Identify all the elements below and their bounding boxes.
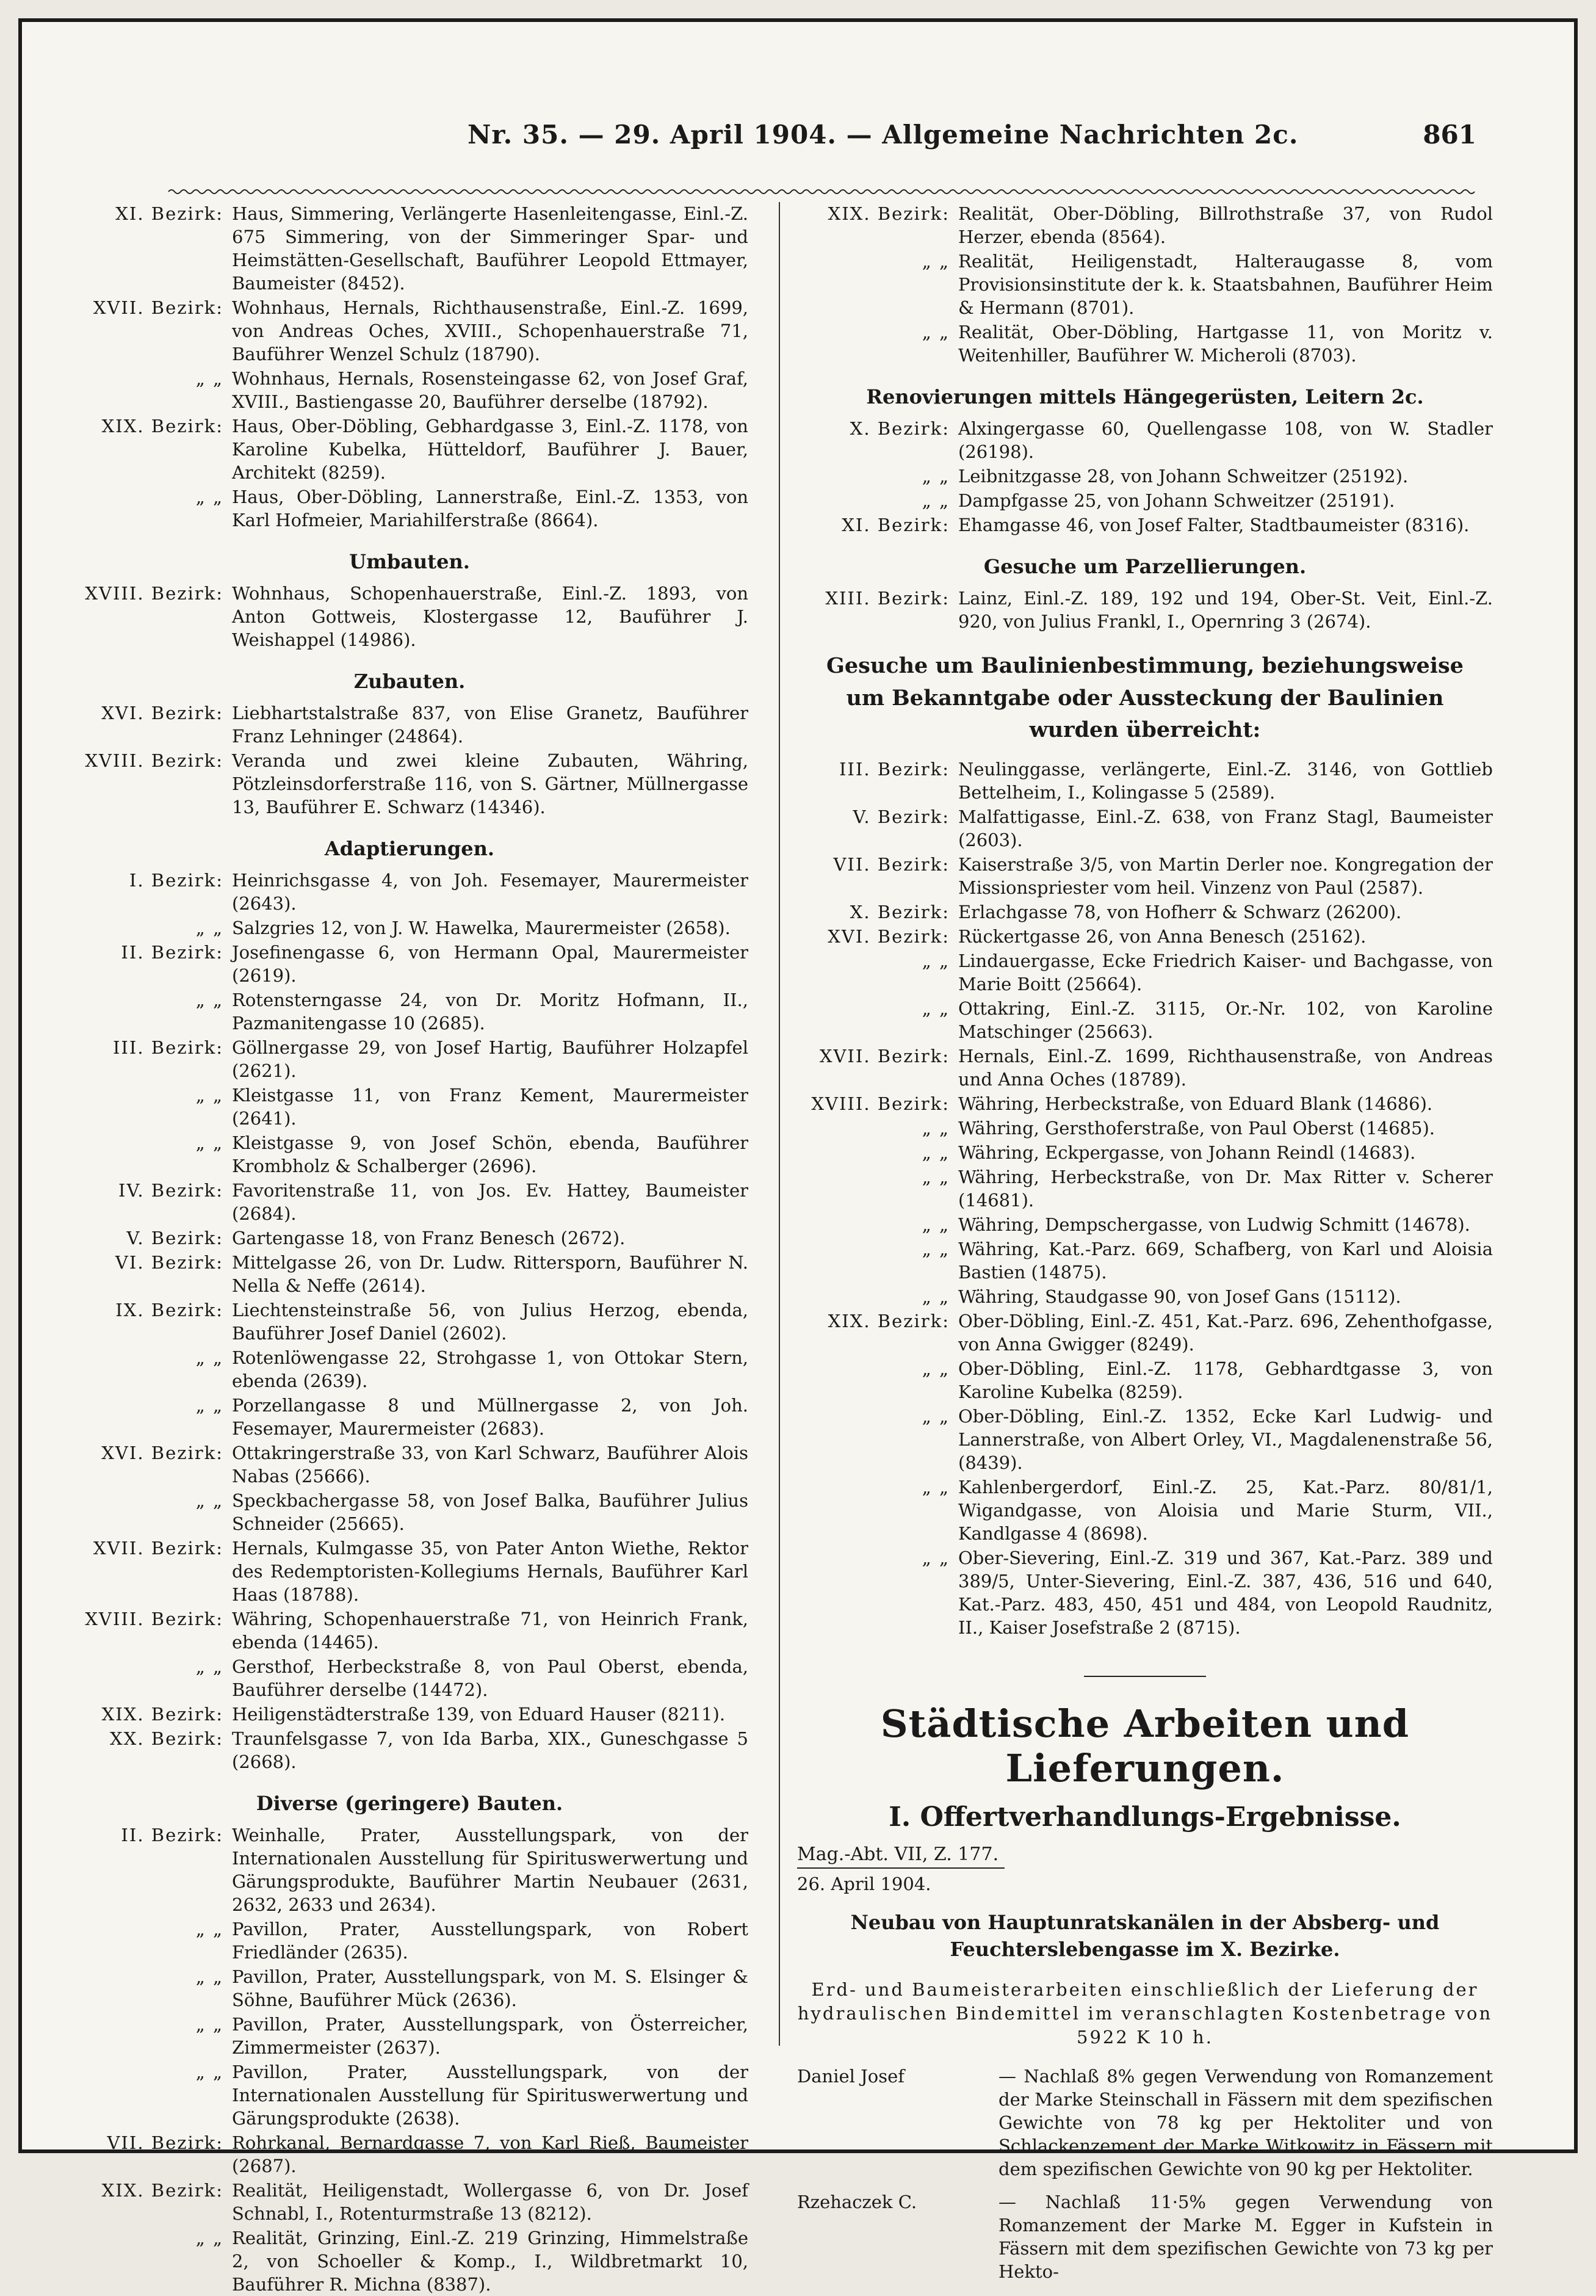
list-item — [797, 465, 1493, 488]
reference-line — [797, 1844, 1493, 1869]
list-item — [71, 1251, 748, 1297]
list-item — [797, 250, 1493, 319]
section-heading-renovierungen: Renovierungen mittels Hängegerüsten, Leitern 2c. — [866, 385, 1424, 408]
entry-text: Malfattigasse, Einl.-Z. 638, von Franz Stagl, Baumeister (2603). — [958, 806, 1493, 850]
district-label: XVIII. Bezirk: — [85, 583, 223, 604]
district-label: „ „ — [922, 490, 950, 511]
entry-text: Lindauergasse, Ecke Friedrich Kaiser- und Bachgasse, von Marie Boitt (25664). — [958, 950, 1493, 994]
entry-text: Rückertgasse 26, von Anna Benesch (25162). — [958, 925, 1367, 947]
district-label: „ „ — [195, 1085, 223, 1106]
list-item — [71, 1298, 748, 1345]
list-item — [71, 2060, 748, 2130]
header-title: Nr. 35. — 29. April 1904. — Allgemeine Nachrichten 2c. — [468, 120, 1299, 150]
parzellierungen-list — [797, 587, 1493, 633]
list-item — [797, 1309, 1493, 1356]
district-label: XIX. Bezirk: — [101, 2180, 223, 2201]
district-label: „ „ — [922, 1166, 950, 1187]
entry-text: Gersthof, Herbeckstraße 8, von Paul Oberst, ebenda, Bauführer derselbe (14472). — [232, 1656, 748, 1700]
entry-text: Haus, Simmering, Verlängerte Hasenleitengasse, Einl.-Z. 675 Simmering, von der Simmeringer Spar- und Heimstätten-Gesellschaft, Bauführer Leopold Ettmayer, Baumeister (8452). — [232, 203, 748, 294]
entry-text: Wohnhaus, Hernals, Richthausenstraße, Einl.-Z. 1699, von Andreas Oches, XVIII., Schopenhauerstraße 71, Bauführer Wenzel Schulz (18790). — [232, 297, 748, 364]
list-item — [71, 916, 748, 940]
list-item — [797, 1546, 1493, 1639]
entry-text: Pavillon, Prater, Ausstellungspark, von Robert Friedländer (2635). — [232, 1919, 748, 1963]
entry-text: Salzgries 12, von J. W. Hawelka, Maurermeister (2658). — [232, 918, 731, 938]
entry-text: Realität, Heiligenstadt, Wollergasse 6, von Dr. Josef Schnabl, I., Rotenturmstraße 13 (8212). — [232, 2180, 748, 2224]
entry-text: Ottakringerstraße 33, von Karl Schwarz, Bauführer Alois Nabas (25666). — [232, 1443, 748, 1487]
district-label: „ „ — [922, 1476, 950, 1497]
district-label: „ „ — [922, 1286, 950, 1307]
list-item — [71, 1703, 748, 1726]
district-label: „ „ — [922, 1238, 950, 1259]
entry-text: Mittelgasse 26, von Dr. Ludw. Ritterspo​rn, Bauführer N. Nella & Neffe (2614). — [232, 1252, 748, 1296]
list-item — [71, 988, 748, 1035]
district-label: XIX. Bezirk: — [101, 1704, 223, 1725]
entry-text: Favoritenstraße 11, von Jos. Ev. Hattey, Baumeister (2684). — [232, 1180, 748, 1224]
list-item — [71, 1489, 748, 1535]
section-title-staedtische-arbeiten: Städtische Arbeiten und Lieferungen. — [880, 1701, 1410, 1791]
entry-text: Traunfelsgasse 7, von Ida Barba, XIX., Guneschgasse 5 (2668). — [232, 1728, 748, 1772]
entry-text: Ober-Döbling, Einl.-Z. 1178, Gebhardtgasse 3, von Karoline Kubelka (8259). — [958, 1358, 1493, 1402]
page — [18, 18, 1578, 2295]
entry-text: Göllnergasse 29, von Josef Hartig, Bauführer Holzapfel (2621). — [232, 1037, 748, 1081]
entry-text: Gartengasse 18, von Franz Benesch (2672). — [232, 1228, 626, 1248]
entry-text: Währing, Dempschergasse, von Ludwig Schmitt (14678). — [958, 1214, 1470, 1235]
offer-item — [797, 2065, 1493, 2181]
entry-text: Pavillon, Prater, Ausstellungspark, von M. S. Elsinger & Söhne, Bauführer Mück (2636). — [232, 1966, 748, 2010]
subject-heading: Neubau von Hauptunratskanälen in der Absberg- und Feuchterslebengasse im X. Bezirke. — [850, 1910, 1440, 1961]
list-item — [71, 1179, 748, 1225]
district-label: XVIII. Bezirk: — [811, 1093, 950, 1114]
district-label: „ „ — [195, 1656, 223, 1677]
entry-text: Heiligenstädterstraße 139, von Eduard Hauser (8211). — [232, 1704, 726, 1725]
district-label: XVI. Bezirk: — [101, 1443, 223, 1463]
entry-text: Währing, Eckpergasse, von Johann Reindl (14683). — [958, 1142, 1416, 1163]
district-label: I. Bezirk: — [129, 870, 223, 891]
entry-text: Lainz, Einl.-Z. 189, 192 und 194, Ober-St. Veit, Einl.-Z. 920, von Julius Frankl, I., Opernring 3 (2674). — [958, 588, 1493, 632]
wavy-rule — [168, 187, 1475, 197]
entry-text: Währing, Staudgasse 90, von Josef Gans (15112). — [958, 1286, 1401, 1307]
entry-text: Wohnhaus, Hernals, Rosensteingasse 62, von Josef Graf, XVIII., Bastiengasse 20, Bauführer derselbe (18792). — [232, 368, 748, 412]
list-item — [71, 749, 748, 819]
district-label: III. Bezirk: — [839, 758, 950, 780]
district-label: XIX. Bezirk: — [828, 203, 950, 224]
list-item — [797, 513, 1493, 537]
list-item — [71, 1131, 748, 1178]
list-item — [71, 296, 748, 366]
district-label: „ „ — [195, 1966, 223, 1987]
list-item — [797, 1357, 1493, 1403]
list-item — [71, 2226, 748, 2296]
district-label: „ „ — [922, 322, 950, 342]
offer-text: — Nachlaß 8% gegen Verwendung von Romanzement der Marke Steinschall in Fässern mit dem spezifischen Gewichte von 78 kg per Hektoliter und von Schlackenzement der Marke Witkowitz in Fässern mit dem spezifischen Gewichte von 90 kg per Hektoliter. — [998, 2065, 1493, 2179]
district-label: XIX. Bezirk: — [101, 416, 223, 436]
list-item — [797, 489, 1493, 512]
district-label: XI. Bezirk: — [115, 203, 223, 224]
left-top-entries — [71, 202, 748, 532]
district-label: „ „ — [195, 918, 223, 938]
list-item — [71, 202, 748, 295]
section-heading-diverse: Diverse (geringere) Bauten. — [256, 1792, 563, 1815]
separator-rule — [1084, 1676, 1206, 1677]
list-item — [71, 869, 748, 915]
list-item — [797, 1285, 1493, 1308]
district-label: V. Bezirk: — [853, 806, 950, 827]
umbauten-list — [71, 582, 748, 651]
list-item — [797, 1141, 1493, 1164]
offers-list — [797, 2065, 1493, 2283]
district-label: VII. Bezirk: — [833, 853, 950, 875]
list-item — [71, 582, 748, 651]
district-label: III. Bezirk: — [112, 1037, 223, 1058]
entry-text: Ober-Döbling, Einl.-Z. 451, Kat.-Parz. 696, Zehenthofgasse, von Anna Gwigger (8249). — [958, 1310, 1493, 1355]
list-item — [797, 1092, 1493, 1115]
diverse-list — [71, 1823, 748, 2296]
list-item — [797, 900, 1493, 924]
entry-text: Veranda und zwei kleine Zubauten, Währing, Pötzleinsdorferstraße 116, von S. Gärtner, Müllnergasse 13, Bauführer E. Schwarz (14346). — [232, 750, 748, 817]
bidder-name: Rzehaczek C. — [797, 2191, 917, 2212]
entry-text: Heinrichsgasse 4, von Joh. Fesemayer, Maurermeister (2643). — [232, 870, 748, 914]
district-label: „ „ — [922, 466, 950, 487]
entry-text: Ober-Sievering, Einl.-Z. 319 und 367, Kat.-Parz. 389 und 389/5, Unter-Sievering, Einl.-Z. 387, 436, 516 und 640, Kat.-Parz. 483, 450, 451 und 484, von Leopold Raudnitz, II., Kaiser Josefstraße 2 (8715). — [958, 1547, 1493, 1638]
district-label: V. Bezirk: — [126, 1228, 223, 1248]
district-label: „ „ — [922, 1117, 950, 1139]
reference-number: Mag.-Abt. VII, Z. 177. — [797, 1844, 1005, 1869]
baulinien-list — [797, 758, 1493, 1639]
district-label: „ „ — [195, 2014, 223, 2035]
district-label: XIX. Bezirk: — [828, 1310, 950, 1331]
list-item — [71, 1036, 748, 1082]
entry-text: Währing, Kat.-Parz. 669, Schafberg, von Karl und Aloisia Bastien (14875). — [958, 1238, 1493, 1283]
district-label: XVIII. Bezirk: — [85, 750, 223, 771]
district-label: XVII. Bezirk: — [93, 1538, 223, 1559]
offer-text: — Nachlaß 11·5% gegen Verwendung von Romanzement der Marke M. Egger in Kufstein in Fässern mit dem spezifischen Gewichte von 73 kg per Hekto- — [998, 2191, 1493, 2282]
entry-text: Kleistgasse 11, von Franz Kement, Maurermeister (2641). — [232, 1085, 748, 1129]
list-item — [71, 485, 748, 532]
district-label: XVI. Bezirk: — [828, 925, 950, 947]
entry-text: Hernals, Kulmgasse 35, von Pater Anton Wiethe, Rektor des Redemptoristen-Kollegiums Hernals, Bauführer Karl Haas (18788). — [232, 1538, 748, 1605]
page-number: 861 — [1423, 120, 1476, 150]
entry-text: Erlachgasse 78, von Hofherr & Schwarz (26200). — [958, 901, 1402, 922]
offer-item — [797, 2190, 1493, 2283]
list-item — [797, 1045, 1493, 1091]
district-label: „ „ — [195, 1919, 223, 1939]
list-item — [71, 1084, 748, 1130]
district-label: „ „ — [195, 487, 223, 507]
list-item — [71, 2179, 748, 2225]
entry-text: Wohnhaus, Schopenhauerstraße, Einl.-Z. 1893, von Anton Gottweis, Klostergasse 12, Bauführer J. Weishappel (14986). — [232, 583, 748, 650]
entry-text: Währing, Herbeckstraße, von Dr. Max Ritter v. Scherer (14681). — [958, 1166, 1493, 1211]
district-label: X. Bezirk: — [850, 418, 950, 439]
list-item — [71, 1346, 748, 1392]
entry-text: Porzellangasse 8 und Müllnergasse 2, von Joh. Fesemayer, Maurermeister (2683). — [232, 1395, 748, 1439]
entry-text: Rotensterngasse 24, von Dr. Moritz Hofmann, II., Pazmanitengasse 10 (2685). — [232, 990, 748, 1034]
section-heading-adaptierungen: Adaptierungen. — [324, 837, 495, 860]
list-item — [797, 925, 1493, 948]
district-label: „ „ — [195, 1347, 223, 1368]
list-item — [71, 701, 748, 748]
entry-text: Weinhalle, Prater, Ausstellungspark, von der Internationalen Ausstellung für Spirituswerwertung und Gärungsprodukte, Bauführer Martin Neubauer (2631, 2632, 2633 und 2634). — [232, 1825, 748, 1915]
district-label: XIII. Bezirk: — [825, 588, 950, 609]
entry-text: Kahlenbergerdorf, Einl.-Z. 25, Kat.-Parz. 80/81/1, Wigandgasse, von Aloisia und Marie Sturm, VII., Kandlgasse 4 (8698). — [958, 1476, 1493, 1544]
column-divider — [779, 202, 780, 2046]
list-item — [797, 202, 1493, 248]
list-item — [797, 1213, 1493, 1236]
list-item — [71, 1394, 748, 1440]
district-label: VII. Bezirk: — [107, 2132, 223, 2153]
left-column — [71, 202, 748, 2295]
list-item — [71, 415, 748, 484]
district-label: „ „ — [195, 990, 223, 1010]
entry-text: Liebhartstalstraße 837, von Elise Granetz, Bauführer Franz Lehninger (24864). — [232, 703, 748, 747]
entry-text: Realität, Ober-Döbling, Billrothstraße 37, von Rudol Herzer, ebenda (8564). — [958, 203, 1493, 247]
list-item — [797, 1165, 1493, 1212]
district-label: „ „ — [195, 368, 223, 389]
district-label: XVIII. Bezirk: — [85, 1609, 223, 1629]
entry-text: Rohrkanal, Bernardgasse 7, von Karl Rieß, Baumeister (2687). — [232, 2132, 748, 2176]
list-item — [71, 1918, 748, 1964]
list-item — [71, 1441, 748, 1488]
list-item — [71, 941, 748, 987]
district-label: „ „ — [922, 1358, 950, 1379]
list-item — [797, 1405, 1493, 1474]
list-item — [797, 997, 1493, 1043]
district-label: IV. Bezirk: — [118, 1180, 223, 1201]
section-heading-umbauten: Umbauten. — [349, 550, 470, 573]
entry-text: Währing, Herbeckstraße, von Eduard Blank (14686). — [958, 1093, 1433, 1114]
list-item — [71, 1537, 748, 1606]
list-item — [71, 1823, 748, 1916]
district-label: II. Bezirk: — [121, 942, 223, 963]
district-label: „ „ — [195, 1395, 223, 1416]
entry-text: Realität, Ober-Döbling, Hartgasse 11, von Moritz v. Weitenhiller, Bauführer W. Micheroli (8703). — [958, 322, 1493, 366]
entry-text: Währing, Schopenhauerstraße 71, von Heinrich Frank, ebenda (14465). — [232, 1609, 748, 1653]
section-heading-baulinien: Gesuche um Baulinienbestimmung, beziehungsweise um Bekanntgabe oder Aussteckung der Baulinien wurden überreicht: — [826, 653, 1464, 742]
renovierungen-list — [797, 417, 1493, 537]
entry-text: Pavillon, Prater, Ausstellungspark, von Österreicher, Zimmermeister (2637). — [232, 2014, 748, 2058]
entry-text: Kaiserstraße 3/5, von Martin Derler noe. Kongregation der Missionspriester vom heil. Vinzenz von Paul (2587). — [958, 853, 1493, 898]
list-item — [71, 1607, 748, 1654]
entry-text: Kleistgasse 9, von Josef Schön, ebenda, Bauführer Krombholz & Schalberger (2696). — [232, 1132, 748, 1176]
entry-text: Josefinengasse 6, von Hermann Opal, Maurermeister (2619). — [232, 942, 748, 986]
district-label: „ „ — [195, 1490, 223, 1511]
right-top-entries — [797, 202, 1493, 367]
district-label: „ „ — [922, 950, 950, 971]
list-item — [797, 853, 1493, 899]
list-item — [797, 417, 1493, 463]
list-item — [797, 587, 1493, 633]
list-item — [797, 949, 1493, 996]
district-label: IX. Bezirk: — [115, 1300, 223, 1320]
list-item — [797, 1476, 1493, 1545]
entry-text: Alxingergasse 60, Quellengasse 108, von W. Stadler (26198). — [958, 418, 1493, 462]
entry-text: Rotenlöwengasse 22, Strohgasse 1, von Ottokar Stern, ebenda (2639). — [232, 1347, 748, 1391]
entry-text: Ober-Döbling, Einl.-Z. 1352, Ecke Karl Ludwig- und Lannerstraße, von Albert Orley, VI., Magdalenenstraße 56, (8439). — [958, 1405, 1493, 1473]
entry-text: Pavillon, Prater, Ausstellungspark, von der Internationalen Ausstellung für Spirituswerwertung und Gärungsprodukte (2638). — [232, 2062, 748, 2129]
entry-text: Realität, Grinzing, Einl.-Z. 219 Grinzing, Himmelstraße 2, von Schoeller & Komp., I., Wildbretmarkt 10, Bauführer R. Michna (8387). — [232, 2228, 748, 2295]
entry-text: Hernals, Einl.-Z. 1699, Richthausenstraße, von Andreas und Anna Oches (18789). — [958, 1045, 1493, 1090]
list-item — [71, 2131, 748, 2178]
entry-text: Dampfgasse 25, von Johann Schweitzer (25191). — [958, 490, 1395, 511]
district-label: „ „ — [922, 251, 950, 272]
list-item — [71, 367, 748, 413]
list-item — [797, 805, 1493, 852]
list-item — [71, 1727, 748, 1773]
entry-text: Liechtensteinstraße 56, von Julius Herzog, ebenda, Bauführer Josef Daniel (2602). — [232, 1300, 748, 1344]
district-label: „ „ — [922, 1214, 950, 1235]
entry-text: Ehamgasse 46, von Josef Falter, Stadtbaumeister (8316). — [958, 515, 1470, 535]
list-item — [797, 758, 1493, 804]
district-label: „ „ — [922, 1547, 950, 1568]
district-label: X. Bezirk: — [850, 901, 950, 922]
list-item — [797, 1117, 1493, 1140]
entry-text: Realität, Heiligenstadt, Halteraugasse 8, vom Provisionsinstitute der k. k. Staatsbahnen, Bauführer Heim & Hermann (8701). — [958, 251, 1493, 318]
district-label: XVII. Bezirk: — [819, 1045, 950, 1067]
list-item — [71, 1655, 748, 1701]
entry-text: Speckbachergasse 58, von Josef Balka, Bauführer Julius Schneider (25665). — [232, 1490, 748, 1534]
district-label: XVI. Bezirk: — [101, 703, 223, 723]
zubauten-list — [71, 701, 748, 819]
list-item — [797, 320, 1493, 367]
intro-text: Erd- und Baumeisterarbeiten einschließlich der Lieferung der hydraulischen Bindemittel im veranschlagten Kostenbetrage von 5922 K 10 h. — [797, 1979, 1493, 2048]
district-label: „ „ — [195, 2062, 223, 2082]
district-label: „ „ — [922, 1142, 950, 1163]
district-label: XX. Bezirk: — [110, 1728, 223, 1749]
district-label: II. Bezirk: — [121, 1825, 223, 1845]
district-label: „ „ — [922, 1405, 950, 1427]
district-label: XVII. Bezirk: — [93, 297, 223, 318]
section-heading-parzellierungen: Gesuche um Parzellierungen. — [983, 555, 1307, 578]
list-item — [71, 1965, 748, 2012]
page-header — [22, 114, 1574, 162]
district-label: „ „ — [195, 2228, 223, 2248]
adaptierungen-list — [71, 869, 748, 1773]
entry-text: Haus, Ober-Döbling, Lannerstraße, Einl.-Z. 1353, von Karl Hofmeier, Mariahilferstraße (8664). — [232, 487, 748, 531]
entry-text: Haus, Ober-Döbling, Gebhardgasse 3, Einl.-Z. 1178, von Karoline Kubelka, Hütteldorf, Bauführer J. Bauer, Architekt (8259). — [232, 416, 748, 483]
entry-text: Ottakring, Einl.-Z. 3115, Or.-Nr. 102, von Karoline Matschinger (25663). — [958, 998, 1493, 1042]
entry-text: Währing, Gersthoferstraße, von Paul Oberst (14685). — [958, 1117, 1435, 1139]
district-label: XI. Bezirk: — [842, 515, 950, 535]
date-line: 26. April 1904. — [797, 1873, 931, 1894]
list-item — [71, 2013, 748, 2059]
list-item — [797, 1237, 1493, 1284]
district-label: „ „ — [922, 998, 950, 1019]
district-label: „ „ — [195, 1132, 223, 1153]
list-item — [71, 1226, 748, 1250]
section-heading-zubauten: Zubauten. — [353, 670, 466, 693]
section-subtitle-offertverhandlungen: I. Offertverhandlungs-Ergebnisse. — [889, 1801, 1401, 1833]
right-column — [797, 202, 1493, 2282]
bidder-name: Daniel Josef — [797, 2065, 905, 2087]
district-label: VI. Bezirk: — [115, 1252, 223, 1273]
entry-text: Neulinggasse, verlängerte, Einl.-Z. 3146, von Gottlieb Bettelheim, I., Kolingasse 5 (2589). — [958, 758, 1493, 803]
entry-text: Leibnitzgasse 28, von Johann Schweitzer (25192). — [958, 466, 1409, 487]
